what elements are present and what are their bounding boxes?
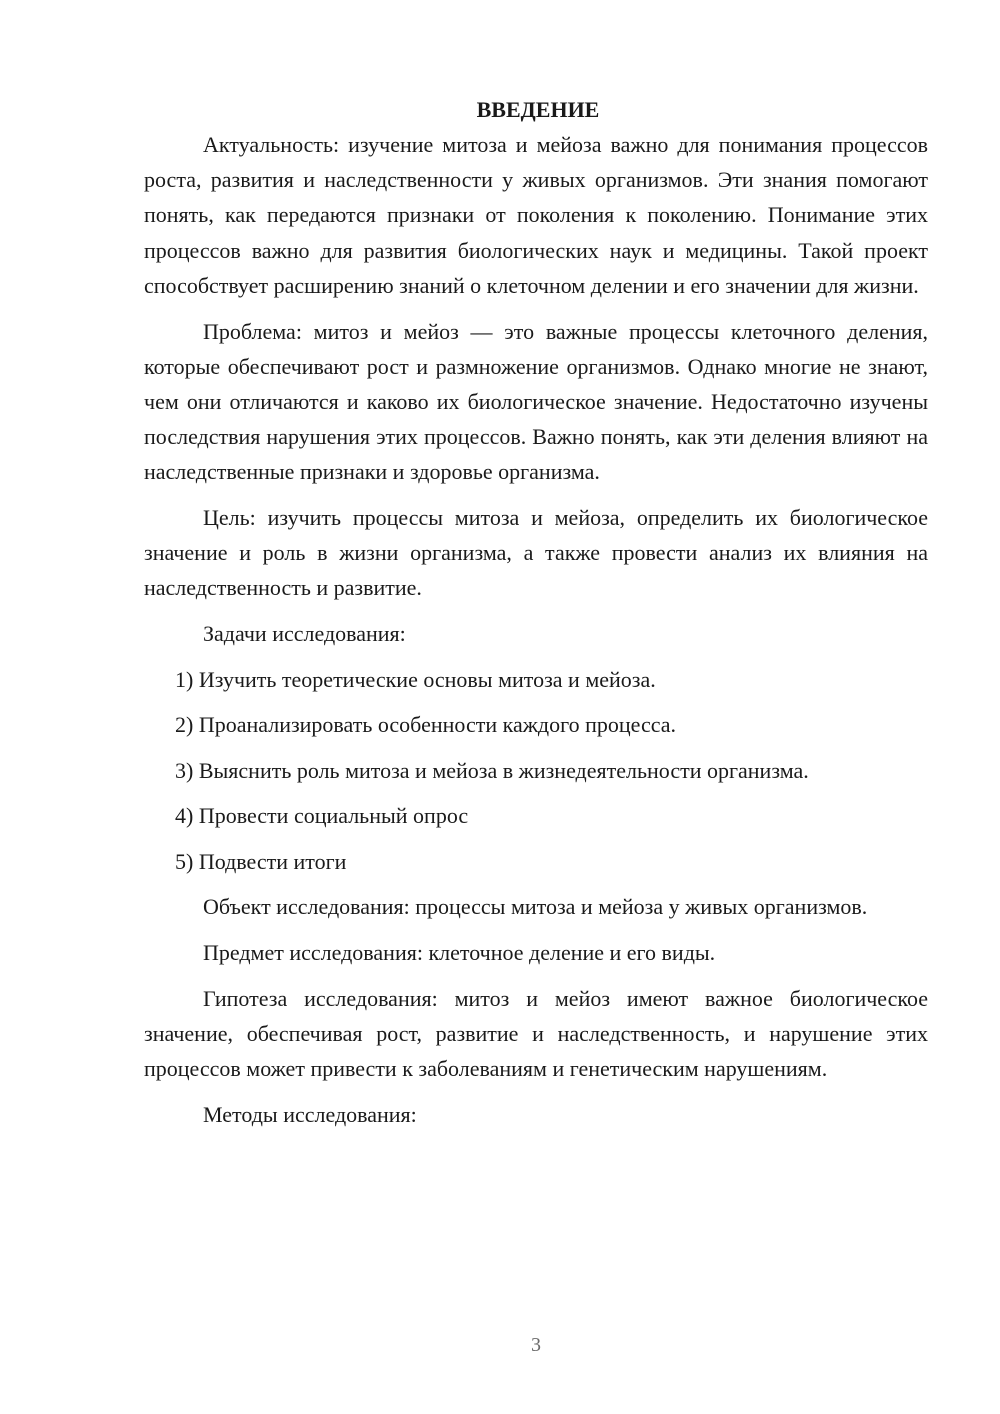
hypothesis-paragraph: Гипотеза исследования: митоз и мейоз имеют важное биологическое значение, обеспечивая рост, развитие и наследственность, и нарушение этих процессов может привести к заболеваниям и генетическим нарушениям. xyxy=(144,985,928,1081)
relevance-paragraph: Актуальность: изучение митоза и мейоза важно для понимания процессов роста, развития и наследственности у живых организмов. Эти знания помогают понять, как передаются признаки от поколения к поколению. Понимание этих процессов важно для развития биологических наук и медицины. Такой проект способствует расширению знаний о клеточном делении и его значении для жизни. xyxy=(144,132,928,298)
methods-heading: Методы исследования: xyxy=(203,1101,417,1127)
list-item: 2) Проанализировать особенности каждого процесса. xyxy=(175,712,677,738)
tasks-list xyxy=(144,662,928,879)
list-item: 5) Подвести итоги xyxy=(175,848,347,874)
document-page xyxy=(144,92,928,1142)
list-item: 4) Провести социальный опрос xyxy=(175,803,469,829)
goal-paragraph: Цель: изучить процессы митоза и мейоза, определить их биологическое значение и роль в жизни организма, а также провести анализ их влияния на наследственность и развитие. xyxy=(144,505,928,601)
page-title: ВВЕДЕНИЕ xyxy=(476,97,600,122)
list-item: 1) Изучить теоретические основы митоза и мейоза. xyxy=(175,666,656,692)
object-paragraph: Объект исследования: процессы митоза и мейоза у живых организмов. xyxy=(203,894,868,920)
page-number: 3 xyxy=(531,1334,541,1356)
subject-paragraph: Предмет исследования: клеточное деление и его виды. xyxy=(203,939,716,965)
list-item: 3) Выяснить роль митоза и мейоза в жизнедеятельности организма. xyxy=(175,757,809,783)
tasks-heading: Задачи исследования: xyxy=(203,621,406,647)
problem-paragraph: Проблема: митоз и мейоз — это важные процессы клеточного деления, которые обеспечивают рост и размножение организмов. Однако многие не знают, чем они отличаются и каково их биологическое значение. Недостаточно изучены последствия нарушения этих процессов. Важно понять, как эти деления влияют на наследственные признаки и здоровье организма. xyxy=(144,318,928,485)
